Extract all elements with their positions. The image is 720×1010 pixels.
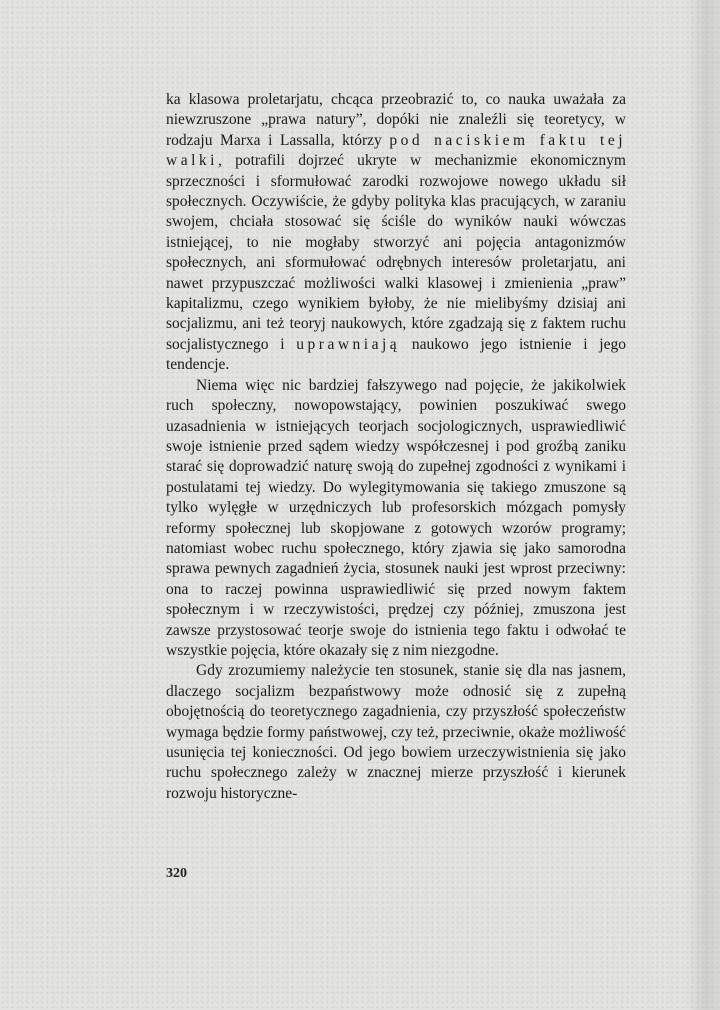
paragraph-1-part-1: ka klasowa proletarjatu, chcąca przeobrazić to, co nauka uważała za niewzruszone „prawa natury”, dopóki nie znaleźli się teoretycy, w rodzaju Marxa i Lassalla, którzy <box>166 91 626 149</box>
paragraph-1-spaced-phrase: pod naciskiem faktu tej walki <box>166 131 627 170</box>
paragraph-1-part-3: , potrafili dojrzeć ukryte w mechanizmie ekonomicznym sprzeczności i sformułować zarodki rozwojowe nowego układu sił społecznych. Oczywiście, że gdyby polityka klas pracujących, w zaraniu swojem, chciała stosować się ściśle do wyników nauki wówczas istniejącej, to nie mogłaby stworzyć ani pojęcia antagonizmów społecznych, ani sformułować odrębnych interesów proletarjatu, ani nawet przypuszczać możliwości walki klasowej i zmienienia „praw” kapitalizmu, czego wynikiem byłoby, że nie mielibyśmy dzisiaj ani socjalizmu, ani też teoryj naukowych, które zgadzają się z faktem ruchu socjalistycznego i <box>166 152 626 353</box>
paragraph-3-text: Gdy zrozumiemy należycie ten stosunek, stanie się dla nas jasnem, dlaczego socjalizm bezpaństwowy może odnosić się z zupełną obojętnością do teoretycznego zagadnienia, czy przyszłość społeczeństw wymaga będzie formy państwowej, czy też, przeciwnie, okaże możliwość usunięcia tej konieczności. Od jego bowiem urzeczywistnienia się jako ruchu społecznego zależy w znacznej mierze przyszłość i kierunek rozwoju historyczne- <box>166 662 626 802</box>
page-edge-shadow <box>686 0 720 1010</box>
page-number: 320 <box>166 866 187 881</box>
paragraph-2-text: Niema więc nic bardziej fałszywego nad pojęcie, że jakikolwiek ruch społeczny, nowopowstający, powinien poszukiwać swego uzasadnienia w istniejących teorjach socjologicznych, usprawiedliwić swoje istnienie przed sądem wiedzy współczesnej i pod groźbą zaniku starać się doprowadzić naturę swoją do zupełnej zgodności z wynikami i postulatami tej wiedzy. Do wylegitymowania się takiego zmuszone są tylko wylęgłe w urzędniczych lub profesorskich mózgach pomysły reformy społecznej lub skopjowane z gotowych wzorów programy; natomiast wobec ruchu społecznego, który zjawia się jako samorodna sprawa pewnych zagadnień życia, stosunek nauki jest wprost przeciwny: ona to raczej powinna usprawiedliwić się przed nowym faktem społecznym i w rzeczywistości, prędzej czy później, zmuszona jest zawsze przystosować teorje swoje do istnienia tego faktu i odwołać te wszystkie pojęcia, które okazały się z nim niezgodne. <box>166 376 626 659</box>
body-text <box>166 90 626 804</box>
paragraph-1 <box>166 90 626 376</box>
paragraph-3 <box>166 661 626 804</box>
paragraph-1-spaced-word: uprawniają <box>296 335 401 353</box>
paragraph-1-part-5: naukowo jego istnienie i jego tendencje. <box>166 335 626 374</box>
paragraph-2 <box>166 376 626 662</box>
